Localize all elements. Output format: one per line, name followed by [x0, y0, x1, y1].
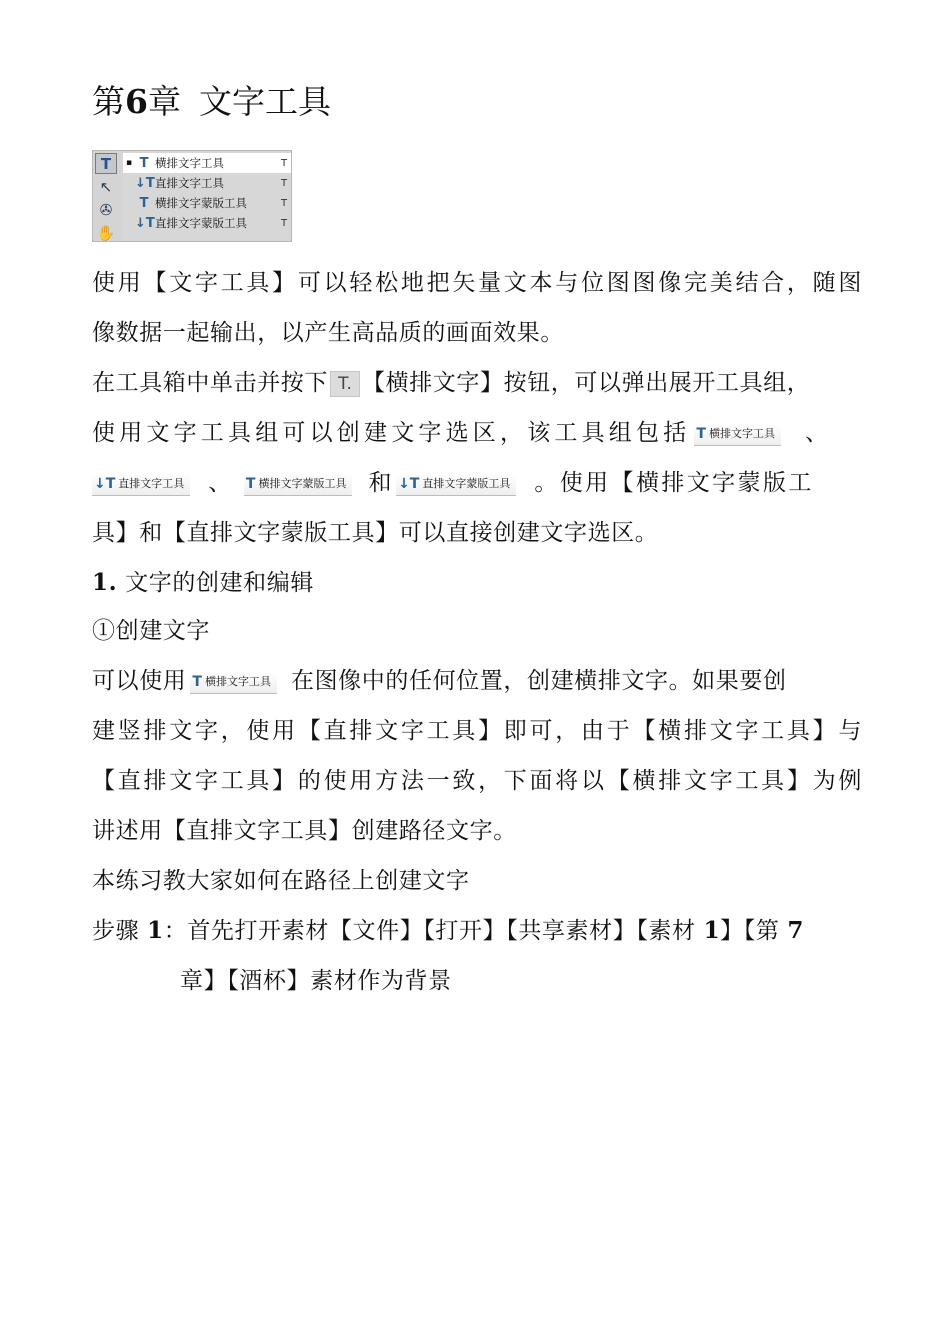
flyout-item-label: 直排文字蒙版工具 — [155, 216, 247, 230]
chapter-prefix: 第 — [92, 82, 125, 121]
chapter-name: 文字工具 — [198, 82, 331, 121]
create-line-2: 建竖排文字，使用【直排文字工具】即可，由于【横排文字工具】与 — [92, 718, 862, 744]
type-tool-button-icon: T. — [330, 371, 360, 397]
intro-line-1: 使用【文字工具】可以轻松地把矢量文本与位图图像完美结合，随图 — [92, 270, 862, 296]
intro-line-2: 像数据一起输出，以产生高品质的画面效果。 — [92, 320, 564, 346]
move-tool-icon: ↖ — [99, 177, 113, 196]
shortcut-key: T — [280, 177, 288, 189]
section-heading — [92, 558, 862, 608]
horizontal-type-mask-icon: T — [245, 475, 256, 492]
horizontal-type-tool-chip: T 横排文字工具 — [694, 423, 781, 446]
create-line-1: 可以使用 T 横排文字工具 在图像中的任何位置，创建横排文字。如果要创 — [92, 656, 862, 706]
shortcut-key: T — [280, 217, 288, 229]
flyout-menu — [123, 153, 291, 239]
shortcut-key: T — [280, 197, 288, 209]
shortcut-key: T — [280, 157, 288, 169]
toolbox-line-2: 使用文字工具组可以创建文字选区，该工具组包括 T 横排文字工具 、 — [92, 408, 862, 458]
chapter-suffix: 章 — [147, 82, 181, 121]
create-text-paragraph — [92, 656, 862, 856]
vertical-type-tool-chip: ↓T 直排文字工具 — [92, 473, 190, 496]
shape-tool-icon: ✇ — [99, 200, 113, 219]
flyout-item-label: 横排文字工具 — [155, 156, 224, 170]
exercise-intro: 本练习教大家如何在路径上创建文字 — [92, 868, 470, 894]
step-1 — [92, 906, 862, 1006]
flyout-item-horizontal-type-mask — [123, 193, 291, 213]
create-line-4: 讲述用【直排文字工具】创建路径文字。 — [92, 818, 517, 844]
intro-paragraph — [92, 258, 862, 358]
text-tool-icon: T — [95, 153, 117, 174]
step-1-line-2: 章】【酒杯】素材作为背景 — [180, 968, 452, 994]
chapter-number: 6 — [125, 82, 148, 121]
flyout-item-horizontal-type — [123, 153, 291, 173]
chapter-title — [92, 80, 331, 124]
vertical-type-mask-icon: ↓T — [135, 215, 155, 231]
step-1-line-1: 步骤 1：首先打开素材【文件】【打开】【共享素材】【素材 1】【第 7 — [92, 917, 805, 944]
horizontal-type-icon: T — [696, 425, 706, 442]
hand-tool-icon: ✋ — [96, 223, 116, 242]
vertical-type-mask-icon: ↓T — [398, 475, 420, 492]
toolbox-line-1: 在工具箱中单击并按下 T. 【横排文字】按钮，可以弹出展开工具组， — [92, 370, 811, 396]
selected-bullet-icon: ▪ — [125, 158, 133, 168]
horizontal-type-mask-icon: T — [139, 195, 149, 211]
vertical-type-icon: ↓T — [135, 175, 155, 191]
vertical-type-icon: ↓T — [94, 475, 116, 492]
section-title: 文字的创建和编辑 — [125, 570, 314, 596]
toolbox-paragraph — [92, 358, 862, 558]
flyout-item-vertical-type-mask — [123, 213, 291, 233]
flyout-item-vertical-type — [123, 173, 291, 193]
horizontal-type-mask-tool-chip: T 横排文字蒙版工具 — [244, 473, 353, 496]
toolbox-line-4: 具】和【直排文字蒙版工具】可以直接创建文字选区。 — [92, 520, 659, 546]
create-line-3: 【直排文字工具】的使用方法一致，下面将以【横排文字工具】为例 — [92, 768, 862, 794]
vertical-type-mask-tool-chip: ↓T 直排文字蒙版工具 — [396, 473, 516, 496]
section-number: 1. — [92, 569, 118, 596]
text-tool-flyout-image — [92, 150, 292, 242]
flyout-item-label: 横排文字蒙版工具 — [155, 196, 247, 210]
toolbox-column — [93, 151, 121, 241]
horizontal-type-icon: T — [139, 155, 149, 171]
horizontal-type-tool-chip: T 横排文字工具 — [190, 671, 277, 694]
toolbox-line-3: ↓T 直排文字工具 、 T 横排文字蒙版工具 和 ↓T 直排文字蒙版工具 。使用【横排文字蒙版工 — [92, 458, 862, 508]
horizontal-type-icon: T — [192, 673, 202, 690]
subsection-heading: ①创建文字 — [92, 618, 210, 644]
flyout-item-label: 直排文字工具 — [155, 176, 224, 190]
